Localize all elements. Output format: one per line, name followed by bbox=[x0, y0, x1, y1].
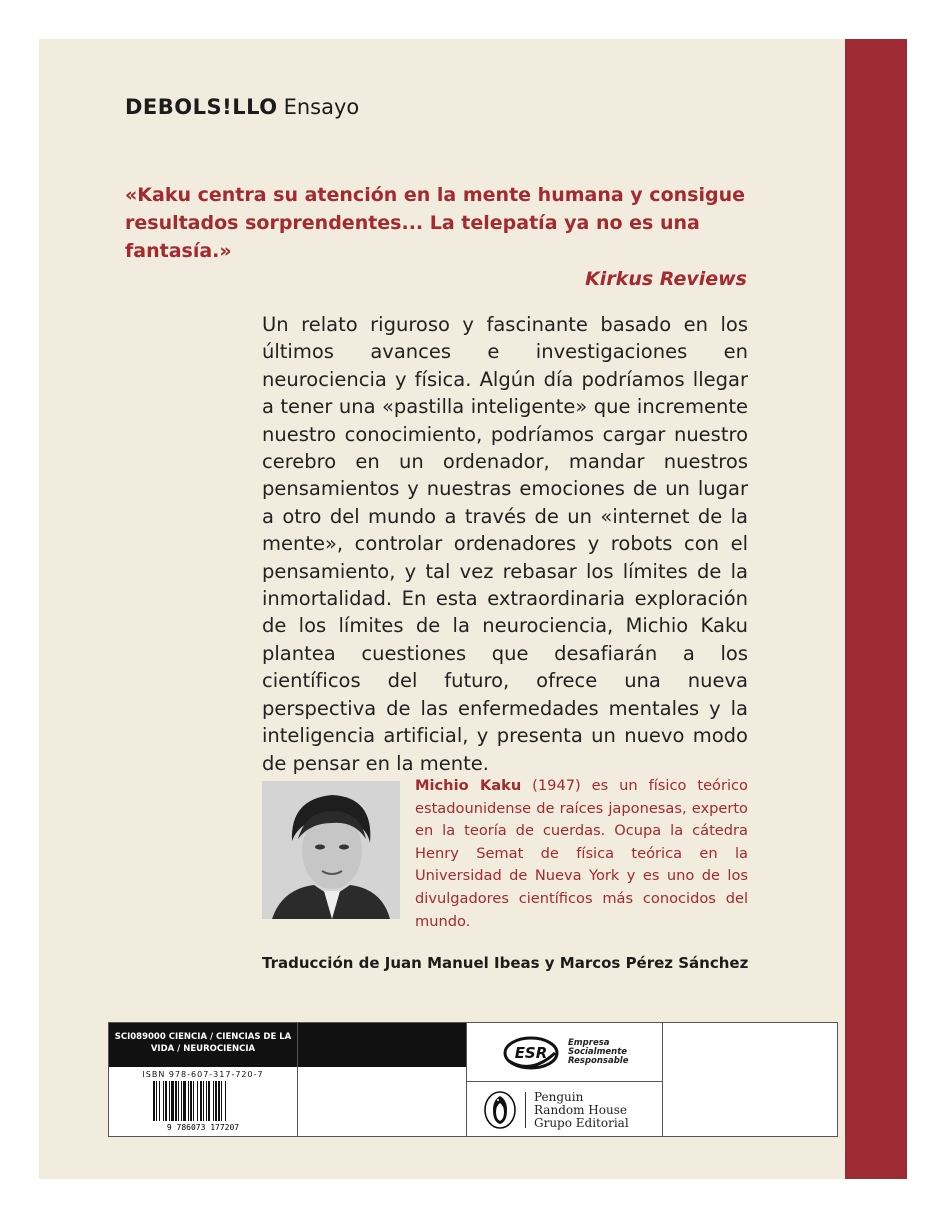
barcode-bar bbox=[206, 1081, 207, 1121]
barcode-bar bbox=[213, 1081, 214, 1121]
review-quote bbox=[125, 181, 747, 293]
esr-line-3: Responsable bbox=[568, 1056, 629, 1066]
barcode-bar bbox=[193, 1081, 194, 1121]
esr-logo-icon bbox=[503, 1035, 559, 1071]
barcode-bar bbox=[169, 1081, 170, 1121]
barcode-bar bbox=[215, 1081, 217, 1121]
esr-block bbox=[467, 1023, 662, 1082]
publisher-line-2: Random House bbox=[534, 1103, 627, 1117]
barcode-bar bbox=[153, 1081, 155, 1121]
barcode-bar bbox=[221, 1081, 222, 1121]
barcode-bar bbox=[203, 1081, 204, 1121]
book-description: Un relato riguroso y fascinante basado en los últimos avances e investigaciones en neurociencia y física. Algún día podríamos llegar a tener una «pastilla inteligente» que incremente nuestro conocimiento, podríamos cargar nuestro cerebro en un ordenador, mandar nuestros pensamientos y nuestras emociones de un lugar a otro del mundo a través de un «internet de la mente», controlar ordenadores y robots con el pensamiento, y tal vez rebasar los límites de la inmortalidad. En esta extraordinaria exploración de los límites de la neurociencia, Michio Kaku plantea cuestiones que desafiarán a los científicos del futuro, ofrece una nueva perspectiva de las enfermedades mentales y la inteligencia artificial, y presenta un nuevo modo de pensar en la mente. bbox=[262, 313, 748, 775]
barcode-bar bbox=[181, 1081, 182, 1121]
barcode-icon bbox=[147, 1081, 259, 1131]
barcode-bar bbox=[218, 1081, 220, 1121]
translation-credit: Traducción de Juan Manuel Ibeas y Marcos Pérez Sánchez bbox=[262, 954, 749, 972]
publisher-name bbox=[534, 1091, 629, 1130]
barcode-bar bbox=[225, 1081, 226, 1121]
barcode-bar bbox=[190, 1081, 192, 1121]
barcode-bar bbox=[188, 1081, 189, 1121]
barcode-bar bbox=[200, 1081, 202, 1121]
quote-text: «Kaku centra su atención en la mente humana y consigue resultados sorprendentes... La telepatía ya no es una fantasía.» bbox=[125, 184, 745, 262]
black-block bbox=[298, 1023, 466, 1067]
author-bio bbox=[415, 775, 748, 933]
barcode-bar bbox=[156, 1081, 157, 1121]
esr-line-2: Socialmente bbox=[568, 1047, 628, 1057]
publisher-block bbox=[467, 1082, 662, 1136]
subject-category: SCI089000 CIENCIA / CIENCIAS DE LA VIDA / NEUROCIENCIA bbox=[109, 1023, 297, 1067]
category-isbn-cell bbox=[109, 1023, 298, 1136]
barcode-bar bbox=[163, 1081, 164, 1121]
empty-cell bbox=[663, 1023, 837, 1136]
barcode-bar bbox=[178, 1081, 179, 1121]
publisher-line-3: Grupo Editorial bbox=[534, 1116, 629, 1130]
esr-line-1: Empresa bbox=[568, 1038, 610, 1048]
info-bar bbox=[108, 1022, 838, 1137]
author-name: Michio Kaku bbox=[415, 777, 522, 794]
brand-name: DEBOLS!LLO bbox=[125, 95, 278, 119]
barcode-bar bbox=[159, 1081, 160, 1121]
barcode-bar bbox=[175, 1081, 177, 1121]
esr-label bbox=[568, 1039, 628, 1066]
logos-cell bbox=[467, 1023, 663, 1136]
barcode-bar bbox=[197, 1081, 198, 1121]
author-photo bbox=[262, 781, 400, 919]
publisher-line-1: Penguin bbox=[534, 1090, 584, 1104]
barcode-digits: 9 786073 177207 bbox=[166, 1123, 240, 1131]
barcode-bar bbox=[208, 1081, 210, 1121]
isbn-number: ISBN 978-607-317-720-7 bbox=[142, 1070, 264, 1079]
brand-series: Ensayo bbox=[283, 95, 360, 119]
penguin-logo-icon bbox=[483, 1090, 517, 1130]
esr-mark: ESR bbox=[514, 1044, 548, 1062]
barcode-bar bbox=[171, 1081, 174, 1121]
spine-band bbox=[845, 39, 907, 1179]
quote-source: Kirkus Reviews bbox=[585, 268, 747, 290]
barcode-bar bbox=[165, 1081, 167, 1121]
author-bio-text: (1947) es un físico teórico estadounidense de raíces japonesas, experto en la teoría de cuerdas. Ocupa la cátedra Henry Semat de física teórica en la Universidad de Nueva York y es uno de los divulgadores científicos más conocidos del mundo. bbox=[415, 777, 748, 930]
publisher-divider bbox=[525, 1092, 526, 1128]
barcode-bar bbox=[183, 1081, 186, 1121]
author-portrait-icon bbox=[262, 781, 400, 919]
blank-cell bbox=[298, 1023, 467, 1136]
brand-header bbox=[125, 95, 359, 119]
